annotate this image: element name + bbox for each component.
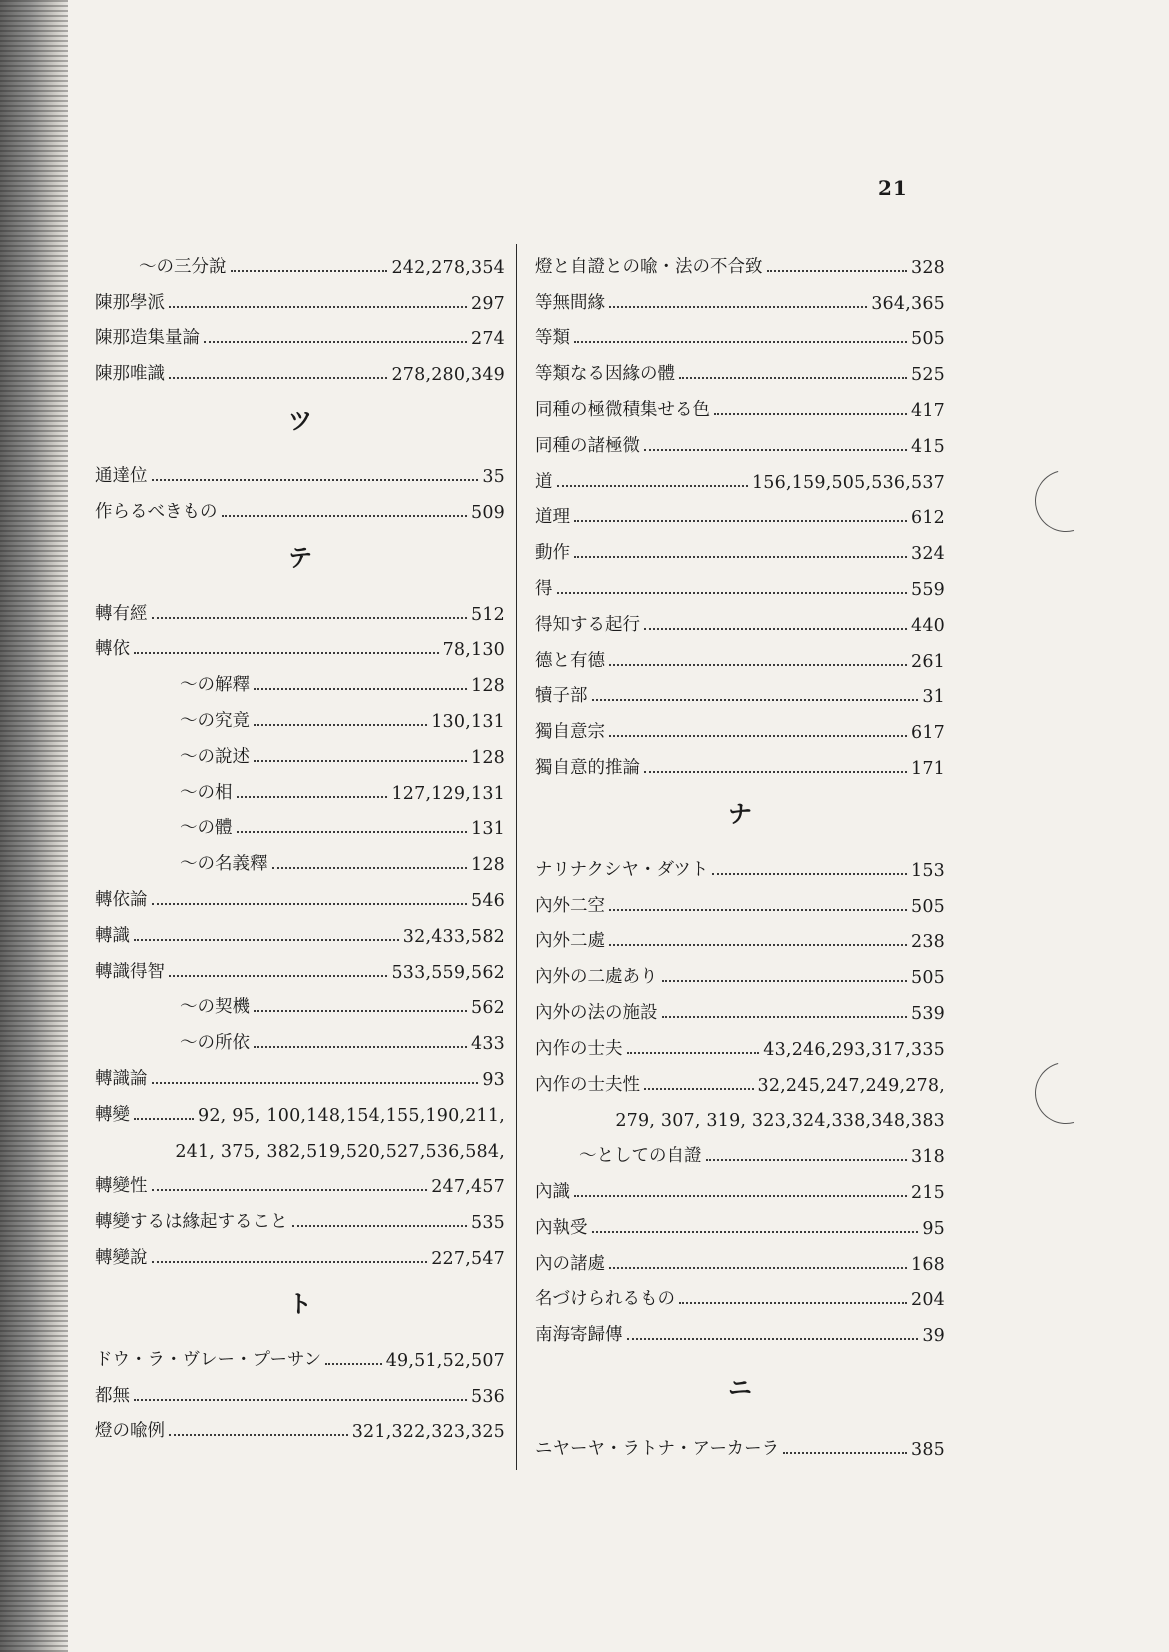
dot-leader xyxy=(609,306,867,308)
entry-term: ～の究竟 xyxy=(180,710,250,731)
index-entry xyxy=(95,911,505,947)
entry-pages: 512 xyxy=(470,604,505,625)
entry-pages: 242,278,354 xyxy=(391,257,505,278)
dot-leader xyxy=(169,306,467,308)
dot-leader xyxy=(254,724,427,726)
entry-term: 轉識得智 xyxy=(95,961,165,982)
dot-leader xyxy=(204,341,467,343)
index-entry xyxy=(535,1424,945,1460)
index-entry xyxy=(95,1162,505,1198)
index-entry xyxy=(535,845,945,881)
entry-pages: 505 xyxy=(910,896,945,917)
entry-term: 燈の喩例 xyxy=(95,1421,165,1442)
index-entry xyxy=(95,1090,505,1126)
index-entry xyxy=(535,988,945,1024)
dot-leader xyxy=(644,1088,754,1090)
dot-leader xyxy=(254,760,467,762)
index-subentry xyxy=(95,242,505,278)
dot-leader xyxy=(783,1452,907,1454)
entry-pages: 238 xyxy=(910,932,945,953)
index-entry xyxy=(535,385,945,421)
dot-leader xyxy=(714,413,907,415)
index-entry xyxy=(535,493,945,529)
dot-leader xyxy=(644,628,907,630)
entry-pages: 127,129,131 xyxy=(391,783,505,804)
entry-pages: 78,130 xyxy=(442,640,505,661)
entry-term: ～の相 xyxy=(180,782,233,803)
index-entry xyxy=(535,1167,945,1203)
entry-pages: 39 xyxy=(922,1326,945,1347)
entry-term: 動作 xyxy=(535,543,570,564)
entry-pages: 168 xyxy=(910,1254,945,1275)
index-entry xyxy=(535,528,945,564)
section-heading: テ xyxy=(288,544,312,573)
entry-pages: 535 xyxy=(470,1213,505,1234)
entry-term: 得知する起行 xyxy=(535,614,640,635)
entry-term: 轉依 xyxy=(95,639,130,660)
entry-pages: 364,365 xyxy=(871,293,945,314)
entry-term: ～としての自證 xyxy=(579,1146,702,1167)
entry-pages: 49,51,52,507 xyxy=(385,1350,505,1371)
section-heading: ナ xyxy=(728,800,752,829)
entry-pages: 247,457 xyxy=(431,1177,505,1198)
entry-pages: 509 xyxy=(470,502,505,523)
entry-pages: 35 xyxy=(482,466,505,487)
entry-pages: 505 xyxy=(910,329,945,350)
dot-leader xyxy=(627,1338,919,1340)
index-entry xyxy=(95,1335,505,1371)
dot-leader xyxy=(644,449,907,451)
entry-pages: 417 xyxy=(910,400,945,421)
entry-term: 得 xyxy=(535,578,553,599)
index-entry xyxy=(95,947,505,983)
index-subentry xyxy=(95,732,505,768)
dot-leader xyxy=(169,975,387,977)
entry-term: 轉變說 xyxy=(95,1247,148,1268)
index-entry xyxy=(535,1310,945,1346)
entry-term: 轉變するは緣起すること xyxy=(95,1212,288,1233)
dot-leader xyxy=(254,1046,467,1048)
entry-term: 轉有經 xyxy=(95,603,148,624)
dot-leader xyxy=(574,556,907,558)
index-entry xyxy=(535,672,945,708)
entry-term: ～の說述 xyxy=(180,746,250,767)
index-entry xyxy=(95,625,505,661)
dot-leader xyxy=(292,1225,467,1227)
index-entry xyxy=(535,1275,945,1311)
entry-pages: 612 xyxy=(910,508,945,529)
index-entry xyxy=(535,600,945,636)
entry-pages: 440 xyxy=(910,615,945,636)
dot-leader xyxy=(237,796,388,798)
dot-leader xyxy=(627,1052,760,1054)
index-entry xyxy=(535,1239,945,1275)
entry-pages: 415 xyxy=(910,436,945,457)
index-entry xyxy=(95,1197,505,1233)
entry-term: ～の所依 xyxy=(180,1033,250,1054)
dot-leader xyxy=(574,520,907,522)
dot-leader xyxy=(574,1195,907,1197)
dot-leader xyxy=(152,1189,428,1191)
entry-term: 同種の極微積集せる色 xyxy=(535,399,710,420)
entry-pages: 95 xyxy=(922,1218,945,1239)
dot-leader xyxy=(609,735,907,737)
dot-leader xyxy=(662,1016,907,1018)
dot-leader xyxy=(152,903,467,905)
dot-leader xyxy=(609,664,907,666)
dot-leader xyxy=(152,1082,479,1084)
entry-pages: 43,246,293,317,335 xyxy=(763,1039,945,1060)
index-entry-continuation xyxy=(535,1096,945,1132)
index-entry xyxy=(535,564,945,600)
entry-term: 道理 xyxy=(535,507,570,528)
index-entry xyxy=(535,636,945,672)
entry-pages: 539 xyxy=(910,1003,945,1024)
entry-term: 內作の士夫 xyxy=(535,1038,623,1059)
dot-leader xyxy=(272,867,467,869)
entry-term: ～の契機 xyxy=(180,997,250,1018)
index-entry xyxy=(535,421,945,457)
entry-term: 等類なる因緣の體 xyxy=(535,364,675,385)
entry-pages: 92, 95, 100,148,154,155,190,211, xyxy=(198,1105,505,1126)
dot-leader xyxy=(325,1363,382,1365)
entry-term: 轉依論 xyxy=(95,889,148,910)
entry-term: 名づけられるもの xyxy=(535,1289,675,1310)
index-entry xyxy=(535,1203,945,1239)
entry-pages: 128 xyxy=(470,676,505,697)
dot-leader xyxy=(706,1159,907,1161)
entry-term: 道 xyxy=(535,471,553,492)
entry-term: 內作の士夫性 xyxy=(535,1074,640,1095)
dot-leader xyxy=(557,592,907,594)
dot-leader xyxy=(592,699,919,701)
dot-leader xyxy=(609,1267,907,1269)
entry-pages: 321,322,323,325 xyxy=(351,1422,505,1443)
entry-term: 轉識 xyxy=(95,925,130,946)
dot-leader xyxy=(134,1399,467,1401)
index-entry xyxy=(95,314,505,350)
index-entry xyxy=(535,707,945,743)
index-subentry xyxy=(535,1131,945,1167)
entry-term: 等類 xyxy=(535,328,570,349)
section-heading: ト xyxy=(288,1290,312,1319)
index-entry xyxy=(535,917,945,953)
entry-pages: 505 xyxy=(910,968,945,989)
entry-term: 德と有德 xyxy=(535,650,605,671)
entry-pages: 617 xyxy=(910,723,945,744)
index-entry xyxy=(95,1407,505,1443)
column-divider xyxy=(516,244,517,1470)
index-entry xyxy=(95,875,505,911)
entry-term: ～の體 xyxy=(180,818,233,839)
entry-term: 轉識論 xyxy=(95,1068,148,1089)
entry-term: 獨自意宗 xyxy=(535,722,605,743)
dot-leader xyxy=(557,485,748,487)
dot-leader xyxy=(152,479,479,481)
index-entry xyxy=(535,242,945,278)
entry-pages: 128 xyxy=(470,747,505,768)
entry-term: 內外二處 xyxy=(535,931,605,952)
index-entry xyxy=(535,952,945,988)
index-entry xyxy=(95,1233,505,1269)
entry-term: ニヤーヤ・ラトナ・アーカーラ xyxy=(535,1438,780,1459)
entry-term: 陳那造集量論 xyxy=(95,328,200,349)
dot-leader xyxy=(679,377,907,379)
index-entry xyxy=(95,349,505,385)
index-entry-continuation xyxy=(95,1126,505,1162)
entry-pages: 156,159,505,536,537 xyxy=(751,472,945,493)
entry-pages: 385 xyxy=(910,1439,945,1460)
entry-term: 內識 xyxy=(535,1181,570,1202)
entry-term: 陳那唯識 xyxy=(95,364,165,385)
entry-pages: 525 xyxy=(910,365,945,386)
dot-leader xyxy=(231,270,388,272)
index-entry xyxy=(535,278,945,314)
index-entry xyxy=(95,1371,505,1407)
entry-term: 同種の諸極微 xyxy=(535,435,640,456)
index-entry xyxy=(535,457,945,493)
index-entry xyxy=(95,1054,505,1090)
entry-term: 內の諸處 xyxy=(535,1253,605,1274)
entry-term: ドウ・ラ・ヴレー・プーサン xyxy=(95,1349,322,1370)
index-entry xyxy=(95,487,505,523)
dot-leader xyxy=(644,771,907,773)
entry-pages: 279, 307, 319, 323,324,338,348,383 xyxy=(615,1111,945,1132)
entry-term: 內外の二處あり xyxy=(535,967,658,988)
dot-leader xyxy=(152,617,467,619)
dot-leader xyxy=(152,1261,428,1263)
index-entry xyxy=(95,451,505,487)
entry-pages: 227,547 xyxy=(431,1248,505,1269)
entry-pages: 533,559,562 xyxy=(391,962,505,983)
entry-term: 通達位 xyxy=(95,465,148,486)
dot-leader xyxy=(169,1434,348,1436)
entry-pages: 32,245,247,249,278, xyxy=(757,1075,945,1096)
dot-leader xyxy=(169,377,387,379)
entry-pages: 204 xyxy=(910,1290,945,1311)
section-heading: ニ xyxy=(728,1373,752,1402)
dot-leader xyxy=(592,1231,919,1233)
index-entry xyxy=(95,589,505,625)
index-column-right xyxy=(535,242,945,1460)
entry-term: 內外二空 xyxy=(535,895,605,916)
entry-term: ～の名義釋 xyxy=(180,854,268,875)
scan-mark-arc xyxy=(1024,1051,1109,1136)
page-number: 21 xyxy=(878,176,908,200)
scan-mark-arc xyxy=(1024,459,1109,544)
entry-term: 作らるべきもの xyxy=(95,501,218,522)
dot-leader xyxy=(237,831,467,833)
dot-leader xyxy=(679,1302,907,1304)
dot-leader xyxy=(134,1118,194,1120)
index-column-left xyxy=(95,242,505,1442)
entry-term: 轉變性 xyxy=(95,1176,148,1197)
entry-pages: 128 xyxy=(470,855,505,876)
entry-pages: 278,280,349 xyxy=(391,365,505,386)
dot-leader xyxy=(712,873,907,875)
index-subentry xyxy=(95,768,505,804)
entry-pages: 536 xyxy=(470,1386,505,1407)
index-entry xyxy=(535,743,945,779)
entry-pages: 153 xyxy=(910,860,945,881)
entry-term: 陳那學派 xyxy=(95,292,165,313)
entry-pages: 562 xyxy=(470,998,505,1019)
dot-leader xyxy=(662,980,907,982)
entry-pages: 261 xyxy=(910,651,945,672)
dot-leader xyxy=(134,652,439,654)
entry-term: ～の三分說 xyxy=(139,256,227,277)
entry-pages: 171 xyxy=(910,758,945,779)
dot-leader xyxy=(254,688,467,690)
index-subentry xyxy=(95,804,505,840)
index-subentry xyxy=(95,983,505,1019)
entry-pages: 215 xyxy=(910,1182,945,1203)
entry-term: ～の解釋 xyxy=(180,675,250,696)
section-heading: ツ xyxy=(288,406,312,435)
index-entry xyxy=(535,1060,945,1096)
entry-pages: 546 xyxy=(470,890,505,911)
index-subentry xyxy=(95,1018,505,1054)
entry-term: 燈と自證との喩・法の不合致 xyxy=(535,256,763,277)
entry-pages: 130,131 xyxy=(431,711,505,732)
entry-term: ナリナクシヤ・ダツト xyxy=(535,859,709,880)
entry-pages: 559 xyxy=(910,579,945,600)
index-entry xyxy=(535,314,945,350)
entry-pages: 131 xyxy=(470,819,505,840)
entry-term: 都無 xyxy=(95,1385,130,1406)
dot-leader xyxy=(134,939,399,941)
dot-leader xyxy=(574,341,907,343)
entry-pages: 241, 375, 382,519,520,527,536,584, xyxy=(175,1141,505,1162)
dot-leader xyxy=(609,944,907,946)
entry-term: 等無間緣 xyxy=(535,292,605,313)
entry-pages: 297 xyxy=(470,293,505,314)
index-entry xyxy=(535,349,945,385)
entry-term: 獨自意的推論 xyxy=(535,757,640,778)
dot-leader xyxy=(767,270,907,272)
entry-pages: 274 xyxy=(470,329,505,350)
index-subentry xyxy=(95,660,505,696)
entry-term: 南海寄歸傳 xyxy=(535,1325,623,1346)
index-entry xyxy=(95,278,505,314)
index-entry xyxy=(535,1024,945,1060)
entry-pages: 31 xyxy=(922,687,945,708)
dot-leader xyxy=(222,515,467,517)
dot-leader xyxy=(609,909,907,911)
index-subentry xyxy=(95,696,505,732)
entry-pages: 93 xyxy=(482,1069,505,1090)
entry-term: 犢子部 xyxy=(535,686,588,707)
entry-pages: 328 xyxy=(910,257,945,278)
dot-leader xyxy=(254,1010,467,1012)
index-entry xyxy=(535,881,945,917)
book-spine-shadow xyxy=(0,0,68,1652)
entry-pages: 318 xyxy=(910,1147,945,1168)
entry-term: 內執受 xyxy=(535,1217,588,1238)
entry-term: 內外の法の施設 xyxy=(535,1002,658,1023)
entry-pages: 324 xyxy=(910,544,945,565)
entry-term: 轉變 xyxy=(95,1104,130,1125)
index-subentry xyxy=(95,839,505,875)
entry-pages: 32,433,582 xyxy=(402,926,505,947)
entry-pages: 433 xyxy=(470,1034,505,1055)
